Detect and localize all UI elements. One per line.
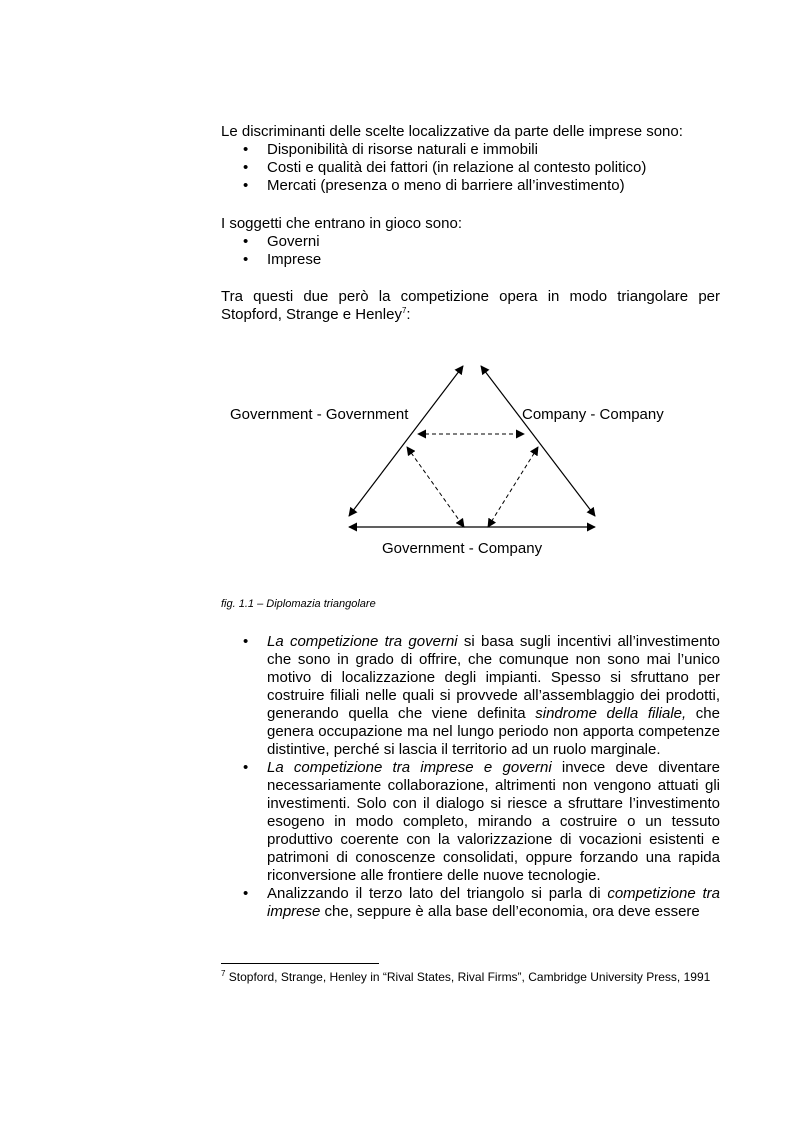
bullet-icon: •	[243, 141, 249, 158]
bullet-icon: •	[243, 159, 249, 176]
list-item: • Governi	[243, 233, 320, 250]
competition-list	[221, 633, 720, 921]
list-item: • Analizzando il terzo lato del triangolo si parla di competizione tra imprese che, seppure è alla base dell’economia, ora deve essere	[243, 885, 720, 920]
footnote-ref[interactable]: 7	[401, 306, 407, 315]
bullet-icon: •	[243, 177, 249, 194]
triangle-intro-line1: Tra questi due però la competizione opera in modo triangolare per	[221, 288, 720, 305]
right-side-arrow	[481, 366, 595, 516]
label-company-company: Company - Company	[522, 406, 664, 423]
footnote: $^7$ Stopford, Strange, Henley in “Rival States, Rival Firms”, Cambridge University Press, 1991	[221, 969, 711, 984]
inner-right-arrow	[488, 447, 538, 527]
bullet-icon: •	[243, 885, 249, 902]
bullet-icon: •	[243, 233, 249, 250]
list-item: • Costi e qualità dei fattori (in relazione al contesto politico)	[243, 159, 647, 176]
label-government-company: Government - Company	[382, 540, 543, 557]
bullet-icon: •	[243, 759, 249, 776]
intro-heading: Le discriminanti delle scelte localizzative da parte delle imprese sono:	[221, 123, 683, 140]
list-item: • La competizione tra governi si basa sugli incentivi all’investimento che sono in grado di offrire, che comunque non sono mai l’unico motivo di localizzazione degli impianti. Spesso si sfruttano per costruire filiali nelle quali si provvede all’assemblaggio dei prodotti, generando quella che viene definita sindrome della filiale, che genera occupazione ma nel lungo periodo non apporta competenze distintive, perché si lascia il territorio ad un ruolo marginale.	[243, 633, 720, 758]
triangle-intro-line2: Stopford, Strange e Henley$^7$:	[221, 306, 411, 323]
label-government-government: Government - Government	[230, 406, 409, 423]
footnote-divider	[221, 963, 379, 964]
list-item: • Imprese	[243, 251, 322, 268]
left-side-arrow	[349, 366, 463, 516]
list-item: • Disponibilità di risorse naturali e immobili	[243, 141, 538, 158]
actors-heading: I soggetti che entrano in gioco sono:	[221, 215, 462, 232]
figure-caption: fig. 1.1 – Diplomazia triangolare	[221, 598, 376, 610]
bullet-icon: •	[243, 251, 249, 268]
inner-left-arrow	[407, 447, 464, 527]
bullet-icon: •	[243, 633, 249, 650]
list-item: • Mercati (presenza o meno di barriere all’investimento)	[243, 177, 625, 194]
list-item: • La competizione tra imprese e governi invece deve diventare necessariamente collaborazione, altrimenti non vengono attuati gli investimenti. Solo con il dialogo si riesce a sfruttare l’investimento esogeno in modo completo, mirando a costruire o un tessuto produttivo coerente con la valorizzazione di vocazioni esistenti e patrimoni di conoscenze consolidati, oppure forzando una rapida riconversione alle frontiere delle nuove tecnologie.	[243, 759, 720, 884]
